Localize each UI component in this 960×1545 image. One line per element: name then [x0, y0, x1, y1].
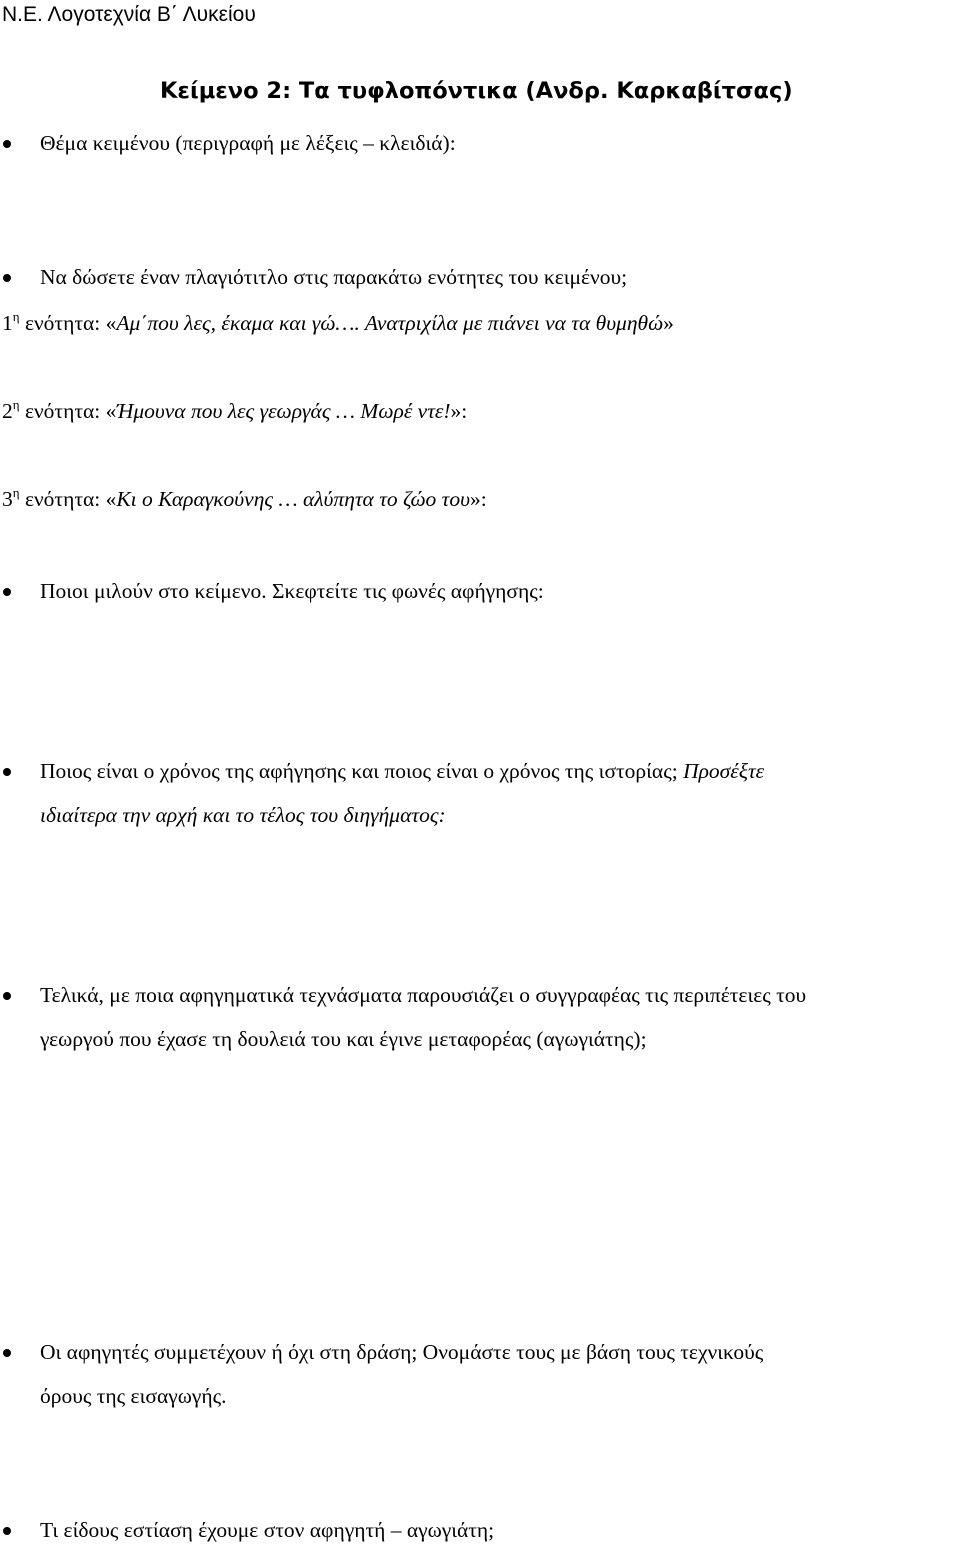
section-2-quote: Ήμουνα που λες γεωργάς … Μωρέ ντε!	[116, 399, 451, 423]
question-techniques-line-2: γεωργού που έχασε τη δουλειά του και έγινε μεταφορέας (αγωγιάτης);	[40, 1027, 647, 1051]
section-1-label: ενότητα: «	[19, 311, 117, 335]
bullet-icon	[3, 768, 11, 776]
question-narrators-line-2: όρους της εισαγωγής.	[40, 1384, 227, 1408]
section-1-line	[2, 309, 674, 335]
section-2-number: 2	[2, 399, 13, 423]
section-3-quote: Κι ο Καραγκούνης … αλύπητα το ζώο του	[116, 487, 470, 511]
question-narrators-line-1: Οι αφηγητές συμμετέχουν ή όχι στη δράση; Ονομάστε τους με βάση τους τεχνικούς	[40, 1340, 764, 1364]
bullet-icon	[3, 588, 11, 596]
bullet-icon	[3, 140, 11, 148]
section-3-number: 3	[2, 487, 13, 511]
section-2-end: »:	[450, 399, 468, 423]
question-time-italic: Προσέξτε	[683, 759, 765, 783]
page-header: Ν.Ε. Λογοτεχνία Β΄ Λυκείου	[2, 3, 256, 26]
bullet-icon	[3, 992, 11, 1000]
question-time-line-2: ιδιαίτερα την αρχή και το τέλος του διηγήματος:	[40, 803, 446, 827]
page-title: Κείμενο 2: Τα τυφλοπόντικα (Ανδρ. Καρκαβίτσας)	[160, 78, 793, 104]
section-2-superscript: η	[12, 397, 20, 412]
section-1-quote: Αμ΄που λες, έκαμα και γώ…. Ανατριχίλα με πιάνει να τα θυμηθώ	[116, 311, 664, 335]
question-time-plain: Ποιος είναι ο χρόνος της αφήγησης και ποιος είναι ο χρόνος της ιστορίας;	[40, 759, 684, 783]
section-3-superscript: η	[12, 485, 20, 500]
section-2-label: ενότητα: «	[19, 399, 117, 423]
question-time-line-1	[40, 761, 764, 783]
question-subtitles: Να δώσετε έναν πλαγιότιτλο στις παρακάτω ενότητες του κειμένου;	[40, 265, 628, 289]
section-2-line	[2, 397, 468, 423]
bullet-icon	[3, 1349, 11, 1357]
question-focalization: Τι είδους εστίαση έχουμε στον αφηγητή – αγωγιάτη;	[40, 1518, 495, 1542]
bullet-icon	[3, 1527, 11, 1535]
section-3-line	[2, 485, 487, 511]
section-1-superscript: η	[12, 309, 20, 324]
question-techniques-line-1: Τελικά, με ποια αφηγηματικά τεχνάσματα παρουσιάζει ο συγγραφέας τις περιπέτειες του	[40, 983, 807, 1007]
section-3-label: ενότητα: «	[19, 487, 117, 511]
section-3-end: »:	[469, 487, 487, 511]
section-1-end: »	[663, 311, 674, 335]
bullet-icon	[3, 274, 11, 282]
question-voices: Ποιοι μιλούν στο κείμενο. Σκεφτείτε τις φωνές αφήγησης:	[40, 579, 544, 603]
section-1-number: 1	[2, 311, 13, 335]
question-topic: Θέμα κειμένου (περιγραφή με λέξεις – κλειδιά):	[40, 131, 456, 155]
